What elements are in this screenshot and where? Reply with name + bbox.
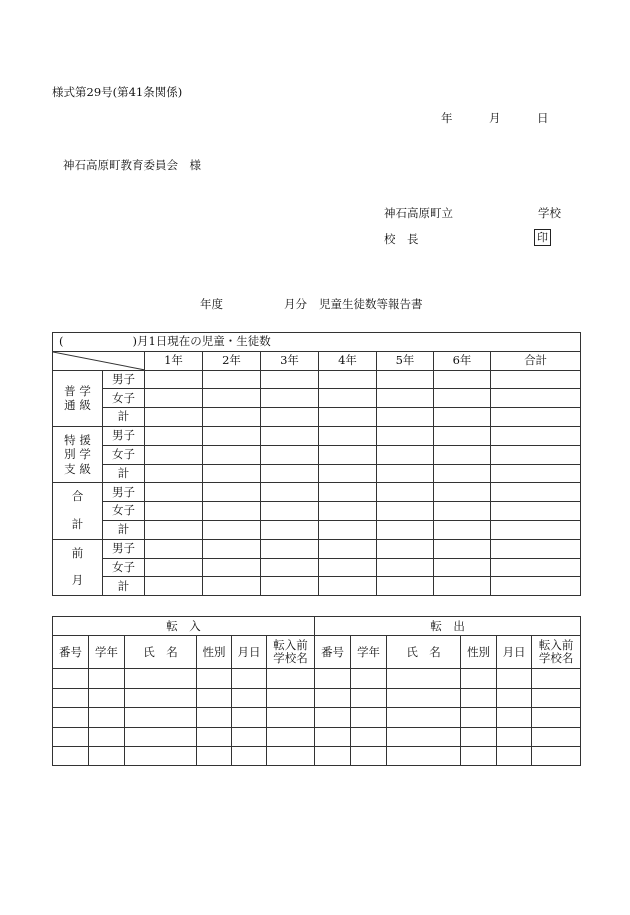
transfer-cell[interactable] [232, 708, 267, 727]
row-label: 計 [103, 464, 145, 483]
count-cell[interactable] [434, 389, 491, 408]
transfer-cell[interactable] [497, 669, 532, 688]
count-cell[interactable] [145, 502, 203, 521]
count-cell[interactable] [434, 502, 491, 521]
transfer-cell[interactable] [351, 746, 387, 765]
transfer-cell[interactable] [532, 727, 581, 746]
count-cell[interactable] [319, 483, 377, 502]
report-year-label: 年度 [200, 297, 223, 311]
count-cell[interactable] [434, 520, 491, 539]
transfer-cell[interactable] [125, 669, 197, 688]
count-cell[interactable] [145, 464, 203, 483]
count-cell[interactable] [203, 483, 261, 502]
transfer-cell[interactable] [532, 669, 581, 688]
count-cell[interactable] [145, 389, 203, 408]
row-label: 計 [103, 408, 145, 427]
row-label: 男子 [103, 370, 145, 389]
count-cell[interactable] [377, 408, 434, 427]
enrollment-row [53, 577, 581, 596]
count-cell[interactable] [261, 558, 319, 577]
transfer-cell[interactable] [197, 669, 232, 688]
count-cell[interactable] [377, 483, 434, 502]
count-cell[interactable] [261, 502, 319, 521]
count-cell[interactable] [203, 408, 261, 427]
transfer-in-header: 転 入 [53, 617, 315, 636]
count-cell[interactable] [319, 370, 377, 389]
count-cell[interactable] [434, 426, 491, 445]
transfer-cell[interactable] [532, 688, 581, 707]
enrollment-row [53, 408, 581, 427]
enrollment-table [52, 332, 581, 596]
school-prefix: 神石高原町立 [384, 206, 453, 220]
enrollment-row [53, 426, 581, 445]
date-day-label: 日 [537, 111, 549, 125]
count-cell[interactable] [434, 370, 491, 389]
transfer-row [53, 688, 581, 707]
transfer-table [52, 616, 581, 766]
transfer-cell[interactable] [125, 688, 197, 707]
count-cell[interactable] [145, 445, 203, 464]
count-cell[interactable] [319, 389, 377, 408]
enrollment-row [53, 445, 581, 464]
count-cell[interactable] [261, 389, 319, 408]
transfer-cell[interactable] [315, 669, 351, 688]
transfer-cell[interactable] [267, 688, 315, 707]
count-cell[interactable] [203, 389, 261, 408]
transfer-cell[interactable] [497, 746, 532, 765]
transfer-cell[interactable] [125, 746, 197, 765]
transfer-cell[interactable] [53, 688, 89, 707]
group-label-text: 合 計 [71, 489, 84, 531]
col-header: 合計 [491, 351, 581, 370]
addressee: 神石高原町教育委員会 様 [63, 158, 201, 172]
transfer-cell[interactable] [197, 688, 232, 707]
transfer-cell[interactable] [351, 669, 387, 688]
transfer-cell[interactable] [267, 669, 315, 688]
count-cell[interactable] [377, 539, 434, 558]
count-cell[interactable] [491, 408, 581, 427]
transfer-cell[interactable] [232, 746, 267, 765]
transfer-cell[interactable] [497, 727, 532, 746]
form-number: 様式第29号(第41条関係) [52, 85, 183, 99]
transfer-cell[interactable] [89, 669, 125, 688]
transfer-col-header: 性別 [461, 636, 497, 669]
count-cell[interactable] [377, 445, 434, 464]
row-label: 計 [103, 520, 145, 539]
transfer-cell[interactable] [89, 727, 125, 746]
transfer-row [53, 746, 581, 765]
transfer-col-header: 氏 名 [387, 636, 461, 669]
group-label [53, 426, 103, 482]
transfer-cell[interactable] [53, 708, 89, 727]
transfer-cell[interactable] [232, 669, 267, 688]
count-cell[interactable] [145, 520, 203, 539]
transfer-row [53, 727, 581, 746]
transfer-col-header: 氏 名 [125, 636, 197, 669]
count-cell[interactable] [491, 483, 581, 502]
count-cell[interactable] [319, 558, 377, 577]
count-cell[interactable] [491, 558, 581, 577]
count-cell[interactable] [319, 408, 377, 427]
transfer-col-header: 転入前 学校名 [267, 636, 315, 669]
count-cell[interactable] [261, 464, 319, 483]
transfer-cell[interactable] [461, 708, 497, 727]
transfer-cell[interactable] [53, 669, 89, 688]
count-cell[interactable] [203, 558, 261, 577]
count-cell[interactable] [319, 539, 377, 558]
count-cell[interactable] [434, 577, 491, 596]
transfer-cell[interactable] [89, 746, 125, 765]
enrollment-row [53, 389, 581, 408]
row-label: 男子 [103, 426, 145, 445]
count-cell[interactable] [145, 539, 203, 558]
count-cell[interactable] [491, 502, 581, 521]
transfer-col-header: 転入前 学校名 [532, 636, 581, 669]
seal-mark: 印 [534, 229, 551, 246]
count-cell[interactable] [377, 502, 434, 521]
transfer-row [53, 708, 581, 727]
report-title: 児童生徒数等報告書 [319, 297, 423, 311]
transfer-cell[interactable] [267, 727, 315, 746]
count-cell[interactable] [203, 370, 261, 389]
transfer-cell[interactable] [351, 708, 387, 727]
transfer-cell[interactable] [387, 669, 461, 688]
count-cell[interactable] [491, 520, 581, 539]
enrollment-row [53, 558, 581, 577]
col-header: 2年 [203, 351, 261, 370]
date-year-label: 年 [441, 111, 453, 125]
group-label [53, 539, 103, 595]
row-label: 男子 [103, 483, 145, 502]
transfer-cell[interactable] [387, 727, 461, 746]
transfer-row [53, 669, 581, 688]
transfer-col-header: 学年 [89, 636, 125, 669]
count-cell[interactable] [377, 370, 434, 389]
count-cell[interactable] [203, 502, 261, 521]
transfer-col-header: 性別 [197, 636, 232, 669]
count-cell[interactable] [203, 464, 261, 483]
count-cell[interactable] [261, 483, 319, 502]
col-header: 3年 [261, 351, 319, 370]
count-cell[interactable] [261, 539, 319, 558]
principal-label: 校 長 [384, 232, 419, 246]
count-cell[interactable] [491, 577, 581, 596]
group-label [53, 483, 103, 539]
count-cell[interactable] [491, 445, 581, 464]
group-label-text: 前 月 [71, 545, 84, 588]
enrollment-row [53, 539, 581, 558]
count-cell[interactable] [203, 445, 261, 464]
count-cell[interactable] [261, 408, 319, 427]
count-cell[interactable] [377, 558, 434, 577]
count-cell[interactable] [491, 464, 581, 483]
transfer-col-header: 月日 [232, 636, 267, 669]
transfer-cell[interactable] [53, 727, 89, 746]
count-cell[interactable] [145, 426, 203, 445]
transfer-cell[interactable] [197, 708, 232, 727]
report-month-label: 月分 [284, 297, 307, 311]
group-label [53, 370, 103, 426]
row-label: 女子 [103, 558, 145, 577]
count-cell[interactable] [145, 558, 203, 577]
count-cell[interactable] [377, 464, 434, 483]
transfer-cell[interactable] [461, 669, 497, 688]
count-cell[interactable] [203, 520, 261, 539]
transfer-cell[interactable] [315, 708, 351, 727]
count-cell[interactable] [434, 483, 491, 502]
count-cell[interactable] [203, 539, 261, 558]
count-cell[interactable] [261, 426, 319, 445]
count-cell[interactable] [145, 370, 203, 389]
transfer-cell[interactable] [315, 727, 351, 746]
transfer-cell[interactable] [232, 688, 267, 707]
count-cell[interactable] [203, 426, 261, 445]
enrollment-row [53, 483, 581, 502]
enrollment-table-title: ( )月1日現在の児童・生徒数 [53, 333, 581, 352]
col-header: 6年 [434, 351, 491, 370]
transfer-cell[interactable] [197, 746, 232, 765]
enrollment-row [53, 520, 581, 539]
count-cell[interactable] [145, 483, 203, 502]
count-cell[interactable] [377, 577, 434, 596]
count-cell[interactable] [203, 577, 261, 596]
transfer-cell[interactable] [53, 746, 89, 765]
diagonal-header-cell [53, 351, 145, 370]
count-cell[interactable] [491, 426, 581, 445]
transfer-cell[interactable] [267, 746, 315, 765]
count-cell[interactable] [319, 520, 377, 539]
count-cell[interactable] [319, 445, 377, 464]
row-label: 男子 [103, 539, 145, 558]
transfer-cell[interactable] [197, 727, 232, 746]
group-label-text: 普 学 通 級 [64, 383, 91, 413]
transfer-cell[interactable] [387, 746, 461, 765]
count-cell[interactable] [261, 577, 319, 596]
transfer-cell[interactable] [461, 688, 497, 707]
transfer-cell[interactable] [267, 708, 315, 727]
transfer-cell[interactable] [315, 746, 351, 765]
enrollment-row [53, 464, 581, 483]
count-cell[interactable] [145, 577, 203, 596]
col-header: 5年 [377, 351, 434, 370]
count-cell[interactable] [377, 426, 434, 445]
count-cell[interactable] [319, 464, 377, 483]
school-suffix: 学校 [538, 206, 561, 220]
transfer-col-header: 番号 [315, 636, 351, 669]
transfer-cell[interactable] [125, 708, 197, 727]
count-cell[interactable] [261, 520, 319, 539]
count-cell[interactable] [145, 408, 203, 427]
row-label: 女子 [103, 445, 145, 464]
count-cell[interactable] [434, 445, 491, 464]
count-cell[interactable] [491, 389, 581, 408]
transfer-cell[interactable] [387, 708, 461, 727]
count-cell[interactable] [434, 558, 491, 577]
count-cell[interactable] [434, 464, 491, 483]
row-label: 計 [103, 577, 145, 596]
count-cell[interactable] [434, 539, 491, 558]
count-cell[interactable] [377, 389, 434, 408]
row-label: 女子 [103, 389, 145, 408]
col-header: 4年 [319, 351, 377, 370]
count-cell[interactable] [434, 408, 491, 427]
count-cell[interactable] [319, 426, 377, 445]
count-cell[interactable] [491, 539, 581, 558]
group-label-text: 特 援 別 学 支 級 [64, 433, 91, 476]
col-header: 1年 [145, 351, 203, 370]
count-cell[interactable] [377, 520, 434, 539]
transfer-cell[interactable] [497, 688, 532, 707]
transfer-cell[interactable] [532, 746, 581, 765]
transfer-cell[interactable] [461, 746, 497, 765]
enrollment-row [53, 502, 581, 521]
transfer-cell[interactable] [232, 727, 267, 746]
transfer-col-header: 学年 [351, 636, 387, 669]
transfer-cell[interactable] [315, 688, 351, 707]
transfer-cell[interactable] [89, 688, 125, 707]
transfer-col-header: 月日 [497, 636, 532, 669]
count-cell[interactable] [491, 370, 581, 389]
transfer-cell[interactable] [532, 708, 581, 727]
count-cell[interactable] [261, 370, 319, 389]
transfer-cell[interactable] [461, 727, 497, 746]
transfer-cell[interactable] [125, 727, 197, 746]
transfer-cell[interactable] [387, 688, 461, 707]
count-cell[interactable] [319, 502, 377, 521]
transfer-cell[interactable] [351, 727, 387, 746]
transfer-out-header: 転 出 [315, 617, 581, 636]
transfer-cell[interactable] [497, 708, 532, 727]
transfer-col-header: 番号 [53, 636, 89, 669]
count-cell[interactable] [319, 577, 377, 596]
count-cell[interactable] [261, 445, 319, 464]
enrollment-row [53, 370, 581, 389]
transfer-cell[interactable] [89, 708, 125, 727]
transfer-cell[interactable] [351, 688, 387, 707]
row-label: 女子 [103, 502, 145, 521]
date-month-label: 月 [489, 111, 501, 125]
